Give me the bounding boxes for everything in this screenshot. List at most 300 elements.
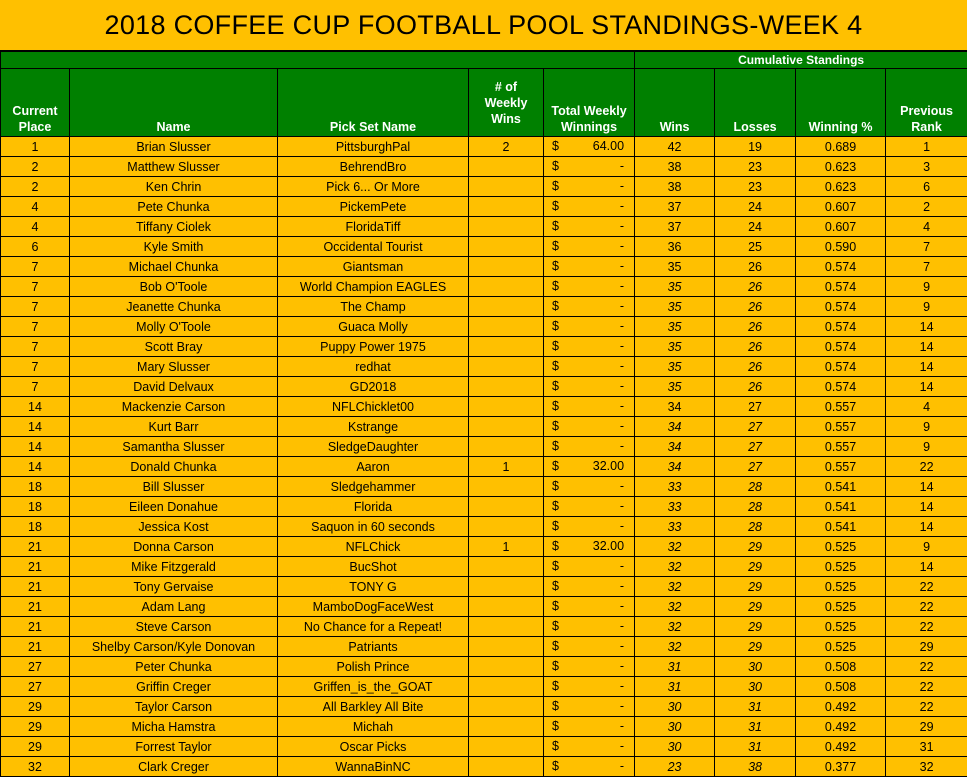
cell-weekly-wins[interactable]	[469, 257, 544, 277]
cell-previous-rank[interactable]: 3	[886, 157, 967, 177]
cell-name[interactable]: David Delvaux	[70, 377, 278, 397]
cell-place[interactable]: 7	[1, 357, 70, 377]
cell-losses[interactable]: 23	[715, 157, 796, 177]
cell-losses[interactable]: 26	[715, 377, 796, 397]
cell-name[interactable]: Adam Lang	[70, 597, 278, 617]
cell-weekly-wins[interactable]: 1	[469, 537, 544, 557]
cell-losses[interactable]: 24	[715, 217, 796, 237]
cell-place[interactable]: 7	[1, 297, 70, 317]
cell-wins[interactable]: 34	[635, 437, 715, 457]
cell-winning-pct[interactable]: 0.574	[796, 377, 886, 397]
cell-winning-pct[interactable]: 0.492	[796, 737, 886, 757]
cell-losses[interactable]: 31	[715, 717, 796, 737]
cell-pick-set[interactable]: Puppy Power 1975	[278, 337, 469, 357]
header-losses[interactable]: Losses	[715, 69, 796, 137]
cell-previous-rank[interactable]: 22	[886, 597, 967, 617]
cell-name[interactable]: Tiffany Ciolek	[70, 217, 278, 237]
cell-weekly-wins[interactable]	[469, 617, 544, 637]
cell-previous-rank[interactable]: 9	[886, 437, 967, 457]
cell-name[interactable]: Ken Chrin	[70, 177, 278, 197]
cell-winning-pct[interactable]: 0.689	[796, 137, 886, 157]
cell-name[interactable]: Steve Carson	[70, 617, 278, 637]
cell-winning-pct[interactable]: 0.541	[796, 517, 886, 537]
cell-losses[interactable]: 19	[715, 137, 796, 157]
cell-weekly-wins[interactable]	[469, 577, 544, 597]
cell-weekly-wins[interactable]	[469, 657, 544, 677]
cell-pick-set[interactable]: Giantsman	[278, 257, 469, 277]
cell-place[interactable]: 7	[1, 377, 70, 397]
cell-weekly-wins[interactable]: 2	[469, 137, 544, 157]
cell-pick-set[interactable]: redhat	[278, 357, 469, 377]
cell-name[interactable]: Micha Hamstra	[70, 717, 278, 737]
cell-pick-set[interactable]: Michah	[278, 717, 469, 737]
cell-place[interactable]: 21	[1, 597, 70, 617]
cell-winning-pct[interactable]: 0.590	[796, 237, 886, 257]
cell-winning-pct[interactable]: 0.525	[796, 597, 886, 617]
cell-winnings[interactable]	[544, 697, 635, 717]
cell-pick-set[interactable]: All Barkley All Bite	[278, 697, 469, 717]
cell-pick-set[interactable]: Occidental Tourist	[278, 237, 469, 257]
cell-place[interactable]: 2	[1, 177, 70, 197]
cell-pick-set[interactable]: Oscar Picks	[278, 737, 469, 757]
cell-name[interactable]: Bob O'Toole	[70, 277, 278, 297]
cell-winnings[interactable]	[544, 277, 635, 297]
cell-name[interactable]: Taylor Carson	[70, 697, 278, 717]
cell-place[interactable]: 6	[1, 237, 70, 257]
cell-place[interactable]: 27	[1, 657, 70, 677]
cell-weekly-wins[interactable]	[469, 637, 544, 657]
cell-name[interactable]: Griffin Creger	[70, 677, 278, 697]
cell-losses[interactable]: 29	[715, 537, 796, 557]
cell-winning-pct[interactable]: 0.541	[796, 497, 886, 517]
cell-wins[interactable]: 30	[635, 697, 715, 717]
cell-wins[interactable]: 33	[635, 477, 715, 497]
cell-place[interactable]: 7	[1, 277, 70, 297]
cell-wins[interactable]: 35	[635, 357, 715, 377]
cell-winnings[interactable]	[544, 337, 635, 357]
cell-winnings[interactable]	[544, 597, 635, 617]
cell-wins[interactable]: 32	[635, 557, 715, 577]
cell-weekly-wins[interactable]	[469, 517, 544, 537]
cell-winning-pct[interactable]: 0.574	[796, 317, 886, 337]
cell-pick-set[interactable]: FloridaTiff	[278, 217, 469, 237]
cell-weekly-wins[interactable]	[469, 177, 544, 197]
cell-place[interactable]: 18	[1, 517, 70, 537]
cell-pick-set[interactable]: SledgeDaughter	[278, 437, 469, 457]
cell-name[interactable]: Tony Gervaise	[70, 577, 278, 597]
cell-previous-rank[interactable]: 1	[886, 137, 967, 157]
cell-name[interactable]: Donald Chunka	[70, 457, 278, 477]
cell-winning-pct[interactable]: 0.541	[796, 477, 886, 497]
cell-previous-rank[interactable]: 9	[886, 297, 967, 317]
cell-pick-set[interactable]: GD2018	[278, 377, 469, 397]
cell-place[interactable]: 7	[1, 257, 70, 277]
cell-wins[interactable]: 33	[635, 497, 715, 517]
cell-wins[interactable]: 23	[635, 757, 715, 777]
cell-wins[interactable]: 32	[635, 537, 715, 557]
cell-losses[interactable]: 23	[715, 177, 796, 197]
cell-place[interactable]: 21	[1, 577, 70, 597]
cell-winnings[interactable]	[544, 417, 635, 437]
cell-name[interactable]: Jeanette Chunka	[70, 297, 278, 317]
cell-previous-rank[interactable]: 22	[886, 657, 967, 677]
currency-symbol: $	[552, 699, 559, 713]
cell-winnings[interactable]	[544, 677, 635, 697]
cell-losses[interactable]: 29	[715, 617, 796, 637]
cell-winnings[interactable]	[544, 217, 635, 237]
cell-name[interactable]: Kyle Smith	[70, 237, 278, 257]
cell-previous-rank[interactable]: 22	[886, 697, 967, 717]
cell-winnings[interactable]	[544, 577, 635, 597]
cell-weekly-wins[interactable]	[469, 377, 544, 397]
cell-weekly-wins[interactable]	[469, 417, 544, 437]
cell-wins[interactable]: 30	[635, 717, 715, 737]
cell-winnings[interactable]	[544, 177, 635, 197]
cell-losses[interactable]: 26	[715, 337, 796, 357]
cell-place[interactable]: 18	[1, 497, 70, 517]
cell-pick-set[interactable]: Patriants	[278, 637, 469, 657]
table-row	[1, 377, 967, 397]
cell-losses[interactable]: 28	[715, 497, 796, 517]
cell-losses[interactable]: 25	[715, 237, 796, 257]
cell-name[interactable]: Donna Carson	[70, 537, 278, 557]
cell-name[interactable]: Peter Chunka	[70, 657, 278, 677]
cell-winnings[interactable]	[544, 477, 635, 497]
cell-weekly-wins[interactable]	[469, 597, 544, 617]
cell-place[interactable]: 32	[1, 757, 70, 777]
cell-wins[interactable]: 35	[635, 277, 715, 297]
cell-name[interactable]: Mary Slusser	[70, 357, 278, 377]
cell-losses[interactable]: 26	[715, 297, 796, 317]
cell-losses[interactable]: 26	[715, 317, 796, 337]
cell-winning-pct[interactable]: 0.623	[796, 177, 886, 197]
cell-place[interactable]: 4	[1, 217, 70, 237]
cell-place[interactable]: 21	[1, 637, 70, 657]
cell-winnings[interactable]	[544, 317, 635, 337]
cell-winnings[interactable]	[544, 537, 635, 557]
cell-previous-rank[interactable]: 14	[886, 497, 967, 517]
cell-pick-set[interactable]: Griffen_is_the_GOAT	[278, 677, 469, 697]
cell-losses[interactable]: 27	[715, 417, 796, 437]
cell-previous-rank[interactable]: 31	[886, 737, 967, 757]
cell-name[interactable]: Forrest Taylor	[70, 737, 278, 757]
cell-wins[interactable]: 31	[635, 657, 715, 677]
cell-winning-pct[interactable]: 0.492	[796, 697, 886, 717]
header-pick-set-name[interactable]: Pick Set Name	[278, 69, 469, 137]
cell-place[interactable]: 7	[1, 317, 70, 337]
cell-wins[interactable]: 35	[635, 377, 715, 397]
cell-winnings[interactable]	[544, 137, 635, 157]
cell-pick-set[interactable]: Saquon in 60 seconds	[278, 517, 469, 537]
cell-weekly-wins[interactable]: 1	[469, 457, 544, 477]
cell-losses[interactable]: 29	[715, 577, 796, 597]
cell-previous-rank[interactable]: 29	[886, 717, 967, 737]
cell-winnings[interactable]	[544, 637, 635, 657]
cell-winnings[interactable]	[544, 657, 635, 677]
cell-previous-rank[interactable]: 22	[886, 457, 967, 477]
cell-name[interactable]: Clark Creger	[70, 757, 278, 777]
cell-winning-pct[interactable]: 0.525	[796, 577, 886, 597]
cell-losses[interactable]: 29	[715, 597, 796, 617]
cell-winning-pct[interactable]: 0.607	[796, 197, 886, 217]
cell-winning-pct[interactable]: 0.574	[796, 357, 886, 377]
cell-winnings[interactable]	[544, 437, 635, 457]
cell-previous-rank[interactable]: 6	[886, 177, 967, 197]
cell-previous-rank[interactable]: 14	[886, 317, 967, 337]
cell-previous-rank[interactable]: 29	[886, 637, 967, 657]
header-weekly-wins[interactable]: # of Weekly Wins	[469, 69, 544, 137]
cell-previous-rank[interactable]: 14	[886, 337, 967, 357]
cell-previous-rank[interactable]: 2	[886, 197, 967, 217]
cell-wins[interactable]: 35	[635, 257, 715, 277]
cell-place[interactable]: 27	[1, 677, 70, 697]
cell-pick-set[interactable]: Pick 6... Or More	[278, 177, 469, 197]
cell-losses[interactable]: 30	[715, 657, 796, 677]
cell-winning-pct[interactable]: 0.557	[796, 417, 886, 437]
cell-weekly-wins[interactable]	[469, 717, 544, 737]
cell-previous-rank[interactable]: 4	[886, 217, 967, 237]
cell-name[interactable]: Matthew Slusser	[70, 157, 278, 177]
cell-winning-pct[interactable]: 0.574	[796, 337, 886, 357]
cell-pick-set[interactable]: TONY G	[278, 577, 469, 597]
cell-winning-pct[interactable]: 0.525	[796, 557, 886, 577]
cell-pick-set[interactable]: NFLChicklet00	[278, 397, 469, 417]
cell-weekly-wins[interactable]	[469, 317, 544, 337]
cell-winning-pct[interactable]: 0.508	[796, 677, 886, 697]
cell-wins[interactable]: 35	[635, 317, 715, 337]
cell-previous-rank[interactable]: 7	[886, 237, 967, 257]
cell-winning-pct[interactable]: 0.557	[796, 397, 886, 417]
cell-winning-pct[interactable]: 0.525	[796, 617, 886, 637]
cell-losses[interactable]: 26	[715, 257, 796, 277]
cell-losses[interactable]: 24	[715, 197, 796, 217]
cell-name[interactable]: Mike Fitzgerald	[70, 557, 278, 577]
cell-pick-set[interactable]: The Champ	[278, 297, 469, 317]
cell-place[interactable]: 29	[1, 697, 70, 717]
cell-winning-pct[interactable]: 0.377	[796, 757, 886, 777]
cell-weekly-wins[interactable]	[469, 697, 544, 717]
cell-winning-pct[interactable]: 0.557	[796, 437, 886, 457]
cell-name[interactable]: Bill Slusser	[70, 477, 278, 497]
cell-winnings[interactable]	[544, 717, 635, 737]
cell-name[interactable]: Pete Chunka	[70, 197, 278, 217]
cell-previous-rank[interactable]: 22	[886, 617, 967, 637]
cell-pick-set[interactable]: Aaron	[278, 457, 469, 477]
cell-winnings[interactable]	[544, 617, 635, 637]
cell-winnings[interactable]	[544, 357, 635, 377]
cell-weekly-wins[interactable]	[469, 217, 544, 237]
cell-place[interactable]: 18	[1, 477, 70, 497]
cell-name[interactable]: Kurt Barr	[70, 417, 278, 437]
cell-wins[interactable]: 33	[635, 517, 715, 537]
cell-winnings[interactable]	[544, 257, 635, 277]
cell-winning-pct[interactable]: 0.557	[796, 457, 886, 477]
cell-previous-rank[interactable]: 4	[886, 397, 967, 417]
cell-weekly-wins[interactable]	[469, 397, 544, 417]
cell-previous-rank[interactable]: 9	[886, 417, 967, 437]
cell-pick-set[interactable]: Kstrange	[278, 417, 469, 437]
cell-losses[interactable]: 27	[715, 437, 796, 457]
cell-place[interactable]: 21	[1, 537, 70, 557]
cell-weekly-wins[interactable]	[469, 157, 544, 177]
cell-winning-pct[interactable]: 0.623	[796, 157, 886, 177]
cell-winnings[interactable]	[544, 397, 635, 417]
cell-wins[interactable]: 35	[635, 337, 715, 357]
cell-previous-rank[interactable]: 14	[886, 517, 967, 537]
cell-place[interactable]: 14	[1, 437, 70, 457]
cell-place[interactable]: 4	[1, 197, 70, 217]
cell-pick-set[interactable]: BehrendBro	[278, 157, 469, 177]
cell-weekly-wins[interactable]	[469, 277, 544, 297]
cell-pick-set[interactable]: Guaca Molly	[278, 317, 469, 337]
cell-name[interactable]: Scott Bray	[70, 337, 278, 357]
cell-weekly-wins[interactable]	[469, 237, 544, 257]
cell-weekly-wins[interactable]	[469, 737, 544, 757]
cell-wins[interactable]: 31	[635, 677, 715, 697]
cell-name[interactable]: Molly O'Toole	[70, 317, 278, 337]
cell-winning-pct[interactable]: 0.525	[796, 637, 886, 657]
cell-wins[interactable]: 38	[635, 177, 715, 197]
cell-place[interactable]: 21	[1, 557, 70, 577]
cell-wins[interactable]: 34	[635, 397, 715, 417]
cell-weekly-wins[interactable]	[469, 357, 544, 377]
cell-losses[interactable]: 28	[715, 477, 796, 497]
header-winning-pct[interactable]: Winning %	[796, 69, 886, 137]
cell-name[interactable]: Brian Slusser	[70, 137, 278, 157]
cell-pick-set[interactable]: No Chance for a Repeat!	[278, 617, 469, 637]
cell-wins[interactable]: 30	[635, 737, 715, 757]
header-current-place[interactable]: Current Place	[1, 69, 70, 137]
cell-wins[interactable]: 42	[635, 137, 715, 157]
cell-wins[interactable]: 34	[635, 457, 715, 477]
cell-winning-pct[interactable]: 0.525	[796, 537, 886, 557]
cell-place[interactable]: 1	[1, 137, 70, 157]
cell-wins[interactable]: 32	[635, 597, 715, 617]
cell-losses[interactable]: 29	[715, 557, 796, 577]
cell-pick-set[interactable]: PittsburghPal	[278, 137, 469, 157]
cell-winnings[interactable]	[544, 737, 635, 757]
cell-wins[interactable]: 32	[635, 637, 715, 657]
cell-place[interactable]: 29	[1, 717, 70, 737]
cell-name[interactable]: Shelby Carson/Kyle Donovan	[70, 637, 278, 657]
cell-winnings[interactable]	[544, 237, 635, 257]
cell-pick-set[interactable]: World Champion EAGLES	[278, 277, 469, 297]
cell-winnings[interactable]	[544, 557, 635, 577]
cell-weekly-wins[interactable]	[469, 497, 544, 517]
cell-wins[interactable]: 37	[635, 197, 715, 217]
cell-weekly-wins[interactable]	[469, 757, 544, 777]
cell-wins[interactable]: 36	[635, 237, 715, 257]
header-wins[interactable]: Wins	[635, 69, 715, 137]
cell-pick-set[interactable]: MamboDogFaceWest	[278, 597, 469, 617]
cell-weekly-wins[interactable]	[469, 437, 544, 457]
cell-wins[interactable]: 34	[635, 417, 715, 437]
cell-previous-rank[interactable]: 7	[886, 257, 967, 277]
cell-winning-pct[interactable]: 0.508	[796, 657, 886, 677]
cell-winnings[interactable]	[544, 497, 635, 517]
cell-losses[interactable]: 27	[715, 397, 796, 417]
cell-winnings[interactable]	[544, 197, 635, 217]
cell-previous-rank[interactable]: 14	[886, 377, 967, 397]
cell-pick-set[interactable]: Florida	[278, 497, 469, 517]
cell-name[interactable]: Samantha Slusser	[70, 437, 278, 457]
cell-place[interactable]: 14	[1, 417, 70, 437]
cell-name[interactable]: Mackenzie Carson	[70, 397, 278, 417]
cell-pick-set[interactable]: BucShot	[278, 557, 469, 577]
cell-previous-rank[interactable]: 9	[886, 277, 967, 297]
cell-weekly-wins[interactable]	[469, 477, 544, 497]
cell-winnings[interactable]	[544, 157, 635, 177]
cell-wins[interactable]: 37	[635, 217, 715, 237]
header-previous-rank[interactable]: Previous Rank	[886, 69, 967, 137]
cell-place[interactable]: 2	[1, 157, 70, 177]
cell-name[interactable]: Jessica Kost	[70, 517, 278, 537]
cell-pick-set[interactable]: Polish Prince	[278, 657, 469, 677]
cell-weekly-wins[interactable]	[469, 557, 544, 577]
cell-place[interactable]: 21	[1, 617, 70, 637]
cell-previous-rank[interactable]: 22	[886, 577, 967, 597]
cell-pick-set[interactable]: NFLChick	[278, 537, 469, 557]
cell-previous-rank[interactable]: 32	[886, 757, 967, 777]
cell-place[interactable]: 14	[1, 457, 70, 477]
cell-wins[interactable]: 32	[635, 577, 715, 597]
cell-losses[interactable]: 26	[715, 357, 796, 377]
cell-winning-pct[interactable]: 0.574	[796, 257, 886, 277]
cell-pick-set[interactable]: WannaBinNC	[278, 757, 469, 777]
cell-losses[interactable]: 31	[715, 737, 796, 757]
cell-winning-pct[interactable]: 0.492	[796, 717, 886, 737]
cell-winnings[interactable]	[544, 297, 635, 317]
cell-winning-pct[interactable]: 0.574	[796, 297, 886, 317]
cell-winnings[interactable]	[544, 757, 635, 777]
cell-losses[interactable]: 38	[715, 757, 796, 777]
cell-wins[interactable]: 38	[635, 157, 715, 177]
cell-previous-rank[interactable]: 14	[886, 477, 967, 497]
cell-losses[interactable]: 29	[715, 637, 796, 657]
cell-losses[interactable]: 26	[715, 277, 796, 297]
cell-place[interactable]: 14	[1, 397, 70, 417]
header-name[interactable]: Name	[70, 69, 278, 137]
cell-weekly-wins[interactable]	[469, 297, 544, 317]
cell-pick-set[interactable]: PickemPete	[278, 197, 469, 217]
cell-pick-set[interactable]: Sledgehammer	[278, 477, 469, 497]
cell-wins[interactable]: 35	[635, 297, 715, 317]
cell-winning-pct[interactable]: 0.607	[796, 217, 886, 237]
cell-weekly-wins[interactable]	[469, 677, 544, 697]
cell-losses[interactable]: 28	[715, 517, 796, 537]
cell-winnings[interactable]	[544, 517, 635, 537]
cell-weekly-wins[interactable]	[469, 337, 544, 357]
cell-previous-rank[interactable]: 22	[886, 677, 967, 697]
cell-name[interactable]: Eileen Donahue	[70, 497, 278, 517]
cell-wins[interactable]: 32	[635, 617, 715, 637]
header-total-weekly-winnings[interactable]: Total Weekly Winnings	[544, 69, 635, 137]
cell-place[interactable]: 7	[1, 337, 70, 357]
cell-losses[interactable]: 31	[715, 697, 796, 717]
cell-winnings[interactable]	[544, 457, 635, 477]
cell-place[interactable]: 29	[1, 737, 70, 757]
cell-weekly-wins[interactable]	[469, 197, 544, 217]
cell-losses[interactable]: 30	[715, 677, 796, 697]
cell-previous-rank[interactable]: 14	[886, 357, 967, 377]
cell-winnings[interactable]	[544, 377, 635, 397]
cell-losses[interactable]: 27	[715, 457, 796, 477]
currency-symbol: $	[552, 459, 559, 473]
cell-previous-rank[interactable]: 14	[886, 557, 967, 577]
cell-winning-pct[interactable]: 0.574	[796, 277, 886, 297]
cell-name[interactable]: Michael Chunka	[70, 257, 278, 277]
cell-previous-rank[interactable]: 9	[886, 537, 967, 557]
